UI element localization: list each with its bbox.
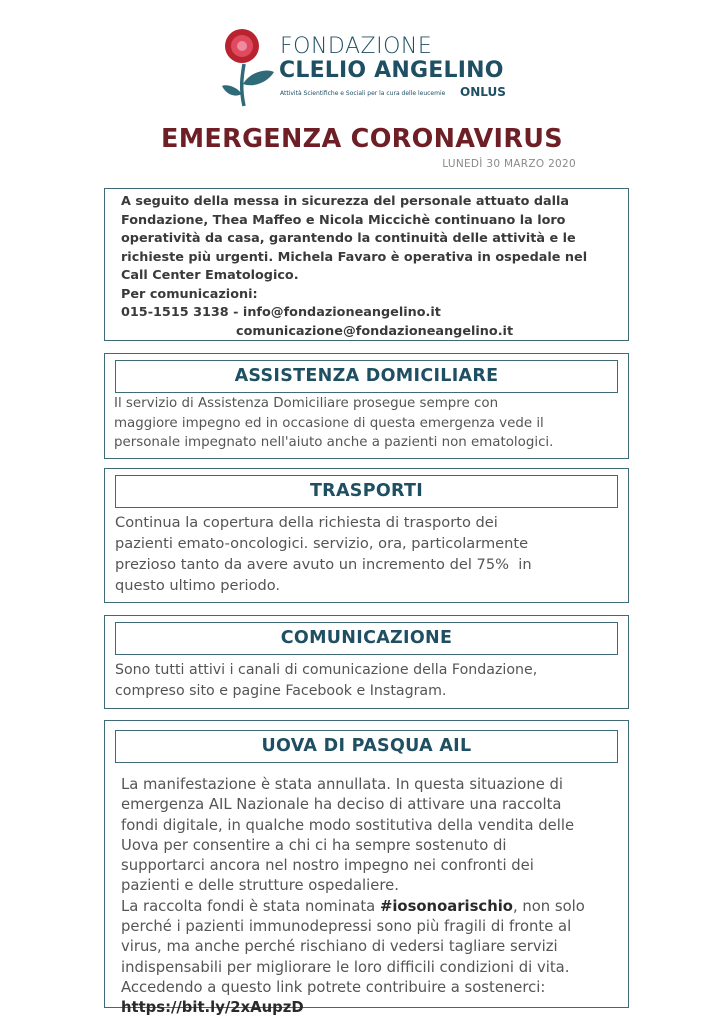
section-line: pazienti emato-oncologici. servizio, ora, particolarmente [115, 535, 529, 552]
section-line: compreso sito e pagine Facebook e Instagram. [115, 683, 447, 699]
section-body [105, 655, 628, 702]
page-title: EMERGENZA CORONAVIRUS [161, 124, 563, 154]
section-line: perché i pazienti immunodepressi sono più fragili di fronte al [121, 918, 572, 936]
section-line: prezioso tanto da avere avuto un incremento del 75% in [115, 556, 532, 573]
hashtag-prefix: La raccolta fondi è stata nominata [121, 897, 380, 915]
intro-line: Fondazione, Thea Maffeo e Nicola Miccichè continuano la loro [121, 212, 566, 228]
section-line: virus, ma anche perché rischiano di vedersi tagliare servizi [121, 938, 558, 956]
hashtag-suffix: , non solo [512, 897, 585, 915]
section-body [105, 393, 628, 453]
section-uova-di-pasqua [104, 720, 629, 1017]
section-line: indispensabili per migliorare le loro difficili condizioni di vita. [121, 958, 570, 976]
flower-logo-icon [222, 28, 278, 108]
section-assistenza-domiciliare [104, 353, 629, 459]
section-line: Sono tutti attivi i canali di comunicazione della Fondazione, [115, 662, 538, 678]
page-date: LUNEDÌ 30 MARZO 2020 [442, 158, 576, 170]
section-title: COMUNICAZIONE [115, 622, 618, 655]
section-line: Uova per consentire a chi ci ha sempre sostenuto di [121, 836, 507, 854]
intro-line: Per comunicazioni: [121, 286, 258, 302]
section-title: ASSISTENZA DOMICILIARE [115, 360, 618, 393]
section-line: fondi digitale, in qualche modo sostitutiva della vendita delle [121, 816, 575, 834]
section-line: maggiore impegno ed in occasione di questa emergenza vede il [114, 415, 544, 431]
contact-phone-email[interactable]: 015-1515 3138 - info@fondazioneangelino.it [121, 305, 441, 320]
intro-line: Call Center Ematologico. [121, 268, 299, 283]
section-body [105, 763, 628, 1019]
section-trasporti [104, 468, 629, 603]
intro-line: operatività da casa, garantendo la continuità delle attività e le [121, 231, 576, 246]
section-line: pazienti e delle strutture ospedaliere. [121, 877, 399, 895]
hashtag-line [121, 897, 618, 917]
donation-link-text[interactable]: https://bit.ly/2xAupzD [121, 999, 304, 1017]
section-line: personale impegnato nell'aiuto anche a pazienti non ematologici. [114, 435, 554, 450]
section-line: supportarci ancora nel nostro impegno nei confronti dei [121, 857, 534, 875]
donation-link[interactable] [121, 998, 618, 1018]
logo-onlus: ONLUS [460, 85, 506, 99]
section-line: La manifestazione è stata annullata. In questa situazione di [121, 776, 564, 793]
section-line: Accedendo a questo link potrete contribuire a sostenerci: [121, 978, 546, 996]
section-body [105, 508, 628, 596]
contact-email-link[interactable]: comunicazione@fondazioneangelino.it [236, 323, 514, 339]
foundation-logo [222, 28, 522, 108]
intro-line: richieste più urgenti. Michela Favaro è operativa in ospedale nel [121, 249, 588, 265]
section-title: TRASPORTI [115, 475, 618, 508]
section-line: emergenza AIL Nazionale ha deciso di attivare una raccolta [121, 796, 562, 814]
section-line: Continua la copertura della richiesta di trasporto dei [115, 514, 498, 531]
intro-box [104, 188, 629, 341]
section-comunicazione [104, 615, 629, 709]
intro-line: A seguito della messa in sicurezza del personale attuato dalla [121, 194, 570, 209]
logo-fondazione-text: FONDAZIONE [280, 34, 433, 59]
section-title: UOVA DI PASQUA AIL [115, 730, 618, 763]
section-line: questo ultimo periodo. [115, 577, 281, 594]
logo-name-text: CLELIO ANGELINO [279, 58, 504, 83]
section-line: Il servizio di Assistenza Domiciliare prosegue sempre con [114, 396, 499, 411]
logo-tagline: Attività Scientifiche e Sociali per la cura delle leucemie [280, 90, 446, 97]
hashtag: #iosonoarischio [379, 897, 513, 915]
